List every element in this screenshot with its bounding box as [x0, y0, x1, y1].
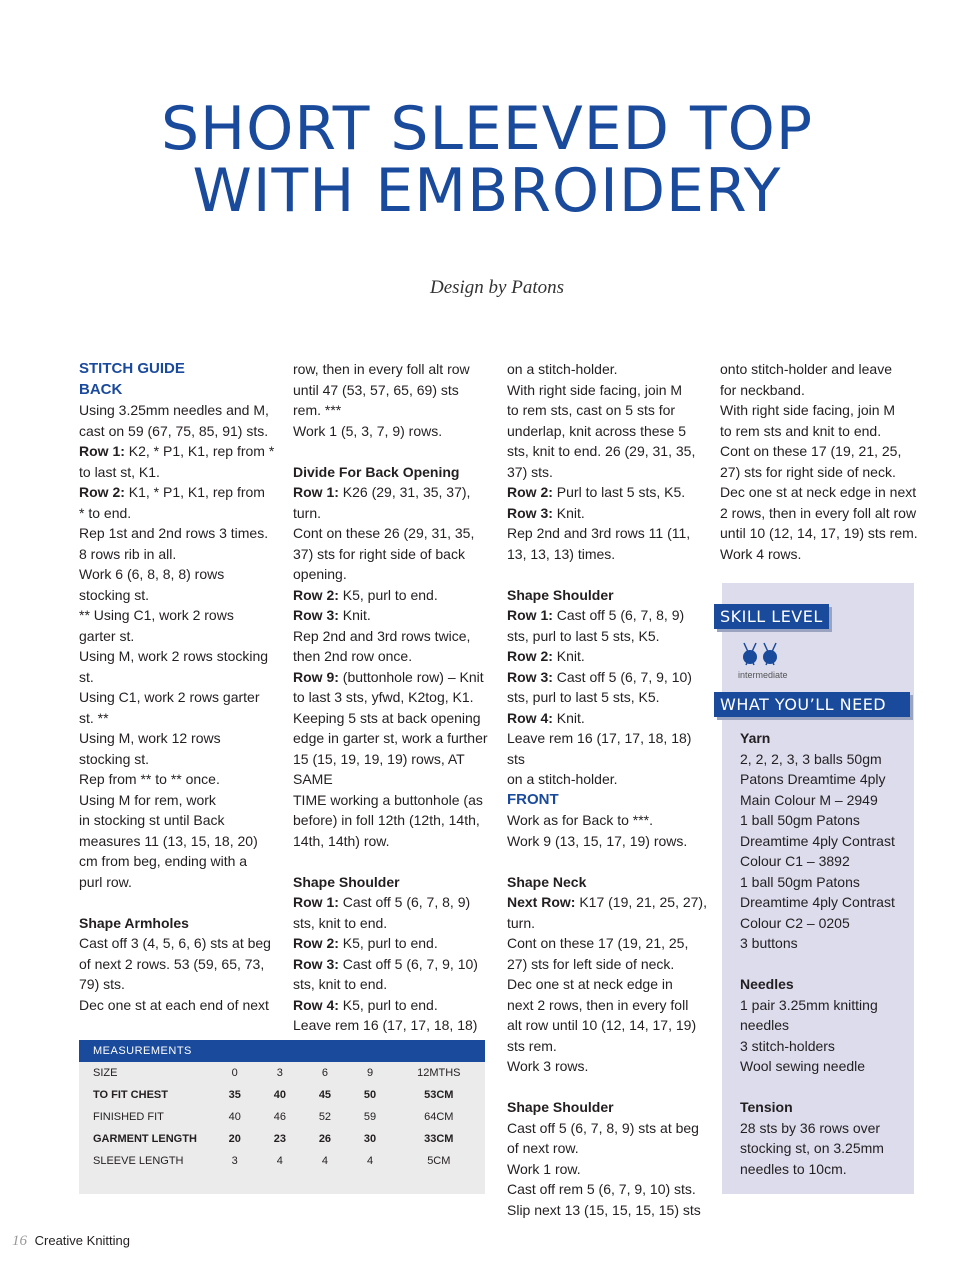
table-cell: 53CM [424, 1089, 454, 1101]
text-line: 28 sts by 36 rows over [740, 1119, 881, 1136]
text-line: Using M, work 12 rows [79, 730, 221, 746]
heading-tension: Tension [740, 1099, 793, 1115]
text-line: Row 4: K5, purl to end. [293, 996, 438, 1013]
text-line: Dec one st at each end of next [79, 996, 269, 1013]
table-cell: 30 [363, 1133, 377, 1145]
column-4 [720, 359, 920, 564]
table-cell: 4 [276, 1155, 283, 1167]
measurements-table [79, 1040, 485, 1194]
text-line: Next Row: K17 (19, 21, 25, 27), [507, 894, 707, 910]
table-cell: 33CM [424, 1133, 454, 1145]
table-cell: 26 [318, 1133, 332, 1145]
text-line: until 47 (53, 57, 65, 69) sts [293, 381, 459, 398]
table-cell: 40 [273, 1089, 286, 1101]
text-line: purl row. [79, 873, 132, 890]
table-cell: 59 [363, 1111, 377, 1123]
text-line: sts, purl to last 5 sts, K5. [507, 689, 660, 705]
text-line: turn. [507, 914, 536, 931]
text-line: Dreamtime 4ply Contrast [740, 832, 895, 849]
table-row [79, 1128, 485, 1150]
text-line: then 2nd row once. [293, 648, 413, 664]
table-row [79, 1106, 485, 1128]
text-line: With right side facing, join M [507, 381, 683, 398]
table-cell: GARMENT LENGTH [93, 1133, 197, 1145]
text-line: Rep 2nd and 3rd rows 11 (11, [507, 525, 691, 541]
text-line: Cast off 5 (6, 7, 8, 9) sts at beg [507, 1119, 699, 1136]
text-line: Work 3 rows. [507, 1058, 589, 1074]
text-line: Slip next 13 (15, 15, 15, 15) sts [507, 1201, 701, 1218]
text-line: Leave rem 16 (17, 17, 18, 18) sts [507, 730, 692, 767]
text-line: Row 4: Knit. [507, 709, 585, 726]
text-line: sts, purl to last 5 sts, K5. [507, 627, 660, 644]
table-cell: 5CM [427, 1155, 451, 1167]
text-line: in stocking st until Back [79, 812, 225, 828]
text-line: rem. *** [293, 402, 342, 418]
text-line: of next 2 rows. 53 (59, 65, 73, [79, 955, 265, 972]
text-line: With right side facing, join M [720, 402, 896, 418]
text-line: 13, 13, 13) times. [507, 545, 616, 562]
text-line: on a stitch-holder. [507, 361, 618, 377]
text-line: turn. [293, 504, 322, 521]
table-cell: 9 [366, 1067, 374, 1079]
heading-shape-armholes: Shape Armholes [79, 914, 189, 931]
page-title [0, 94, 974, 226]
text-line: 2 rows, then in every foll alt row [720, 504, 917, 521]
text-line: sts, knit to end. 26 (29, 31, 35, [507, 443, 696, 459]
heading-needles: Needles [740, 976, 794, 992]
text-line: Rep from ** to ** once. [79, 771, 220, 787]
text-line: Row 3: Knit. [507, 504, 585, 521]
table-cell: 20 [228, 1133, 241, 1145]
text-line: Work 1 row. [507, 1160, 581, 1177]
text-line: Dec one st at neck edge in [507, 976, 673, 992]
text-line: 1 ball 50gm Patons [740, 873, 860, 890]
text-line: Work as for Back to ***. [507, 812, 654, 828]
text-line: Wool sewing needle [740, 1058, 866, 1074]
heading-yarn: Yarn [740, 730, 771, 746]
table-row [79, 1084, 485, 1106]
text-line: underlap, knit across these 5 [507, 422, 686, 439]
text-line: Using 3.25mm needles and M, [79, 402, 269, 418]
text-line: Work 6 (6, 8, 8, 8) rows [79, 566, 225, 582]
text-line: Rep 1st and 2nd rows 3 times. [79, 525, 269, 541]
text-line: Row 2: Purl to last 5 sts, K5. [507, 484, 686, 500]
text-line: stocking st. [79, 750, 150, 767]
table-cell: SLEEVE LENGTH [93, 1155, 184, 1167]
table-cell: 45 [318, 1089, 332, 1101]
text-line: 27) sts for right side of neck. [720, 463, 896, 480]
text-line: st. [79, 668, 94, 685]
heading-divide-back-opening: Divide For Back Opening [293, 463, 460, 480]
table-cell: 3 [276, 1067, 283, 1079]
magazine-name: Creative Knitting [34, 1233, 131, 1248]
measurements-title: MEASUREMENTS [79, 1040, 485, 1062]
table-cell: FINISHED FIT [93, 1111, 164, 1123]
text-line: 1 pair 3.25mm knitting [740, 996, 878, 1013]
text-line: Row 9: (buttonhole row) – Knit [293, 668, 484, 685]
skill-level-value: intermediate [738, 670, 788, 680]
yarn-ball-icon [740, 641, 780, 669]
text-line: TIME working a buttonhole (as [293, 791, 483, 808]
text-line: Work 4 rows. [720, 545, 802, 562]
text-line: sts rem. [507, 1037, 557, 1054]
materials-list [740, 728, 910, 1179]
table-cell: 4 [321, 1155, 328, 1167]
heading-shape-shoulder: Shape Shoulder [293, 873, 400, 890]
text-line: Row 1: Cast off 5 (6, 7, 8, 9) [507, 607, 685, 623]
heading-shape-shoulder: Shape Shoulder [507, 586, 614, 603]
heading-back: BACK [79, 380, 123, 398]
text-line: 79) sts. [79, 976, 125, 992]
text-line: row, then in every foll alt row [293, 361, 470, 377]
text-line: until 10 (12, 14, 17, 19) sts rem. [720, 525, 918, 541]
text-line: Row 3: Cast off 5 (6, 7, 9, 10) [293, 955, 478, 972]
text-line: 1 ball 50gm Patons [740, 812, 860, 828]
table-cell: 12MTHS [417, 1067, 461, 1079]
table-cell: 50 [363, 1089, 377, 1101]
text-line: Row 1: K2, * P1, K1, rep from * [79, 443, 275, 459]
text-line: opening. [293, 566, 347, 582]
text-line: 37) sts for right side of back [293, 545, 465, 562]
text-line: cast on 59 (67, 75, 85, 91) sts. [79, 422, 269, 439]
text-line: * to end. [79, 504, 132, 521]
text-line: alt row until 10 (12, 14, 17, 19) [507, 1017, 697, 1033]
text-line: to last 3 sts, yfwd, K2tog, K1. [293, 689, 474, 705]
table-cell: TO FIT CHEST [93, 1089, 168, 1101]
text-line: st. ** [79, 709, 109, 726]
text-line: Keeping 5 sts at back opening [293, 709, 481, 726]
text-line: Row 1: Cast off 5 (6, 7, 8, 9) [293, 894, 471, 910]
text-line: Rep 2nd and 3rd rows twice, [293, 627, 471, 644]
page-number: 16 [12, 1233, 27, 1249]
skill-level-title: SKILL LEVEL [714, 604, 829, 629]
table-cell: 46 [273, 1111, 286, 1123]
text-line: Colour C1 – 3892 [740, 853, 850, 869]
text-line: Cast off 3 (4, 5, 6, 6) sts at beg [79, 935, 271, 951]
text-line: 3 stitch-holders [740, 1037, 835, 1054]
table-cell: SIZE [93, 1067, 118, 1079]
text-line: before) in foll 12th (12th, 14th, [293, 812, 480, 828]
text-line: ** Using C1, work 2 rows [79, 607, 234, 623]
title-line-2: WITH EMBROIDERY [192, 156, 782, 226]
column-1 [79, 359, 279, 1015]
text-line: onto stitch-holder and leave [720, 361, 892, 377]
title-line-1: SHORT SLEEVED TOP [160, 94, 814, 164]
table-cell: 40 [228, 1111, 241, 1123]
text-line: 2, 2, 2, 3, 3 balls 50gm [740, 750, 882, 767]
table-cell: 52 [318, 1111, 332, 1123]
text-line: Row 2: K5, purl to end. [293, 935, 438, 951]
text-line: 15 (15, 19, 19, 19) rows, AT SAME [293, 750, 465, 787]
column-2 [293, 359, 493, 1056]
what-you-need-title: WHAT YOU’LL NEED [714, 692, 910, 717]
text-line: sts, knit to end. [293, 976, 388, 992]
heading-shape-shoulder: Shape Shoulder [507, 1099, 614, 1115]
text-line: garter st. [79, 627, 135, 644]
table-row [79, 1150, 485, 1172]
text-line: 27) sts for left side of neck. [507, 955, 675, 972]
column-3 [507, 359, 707, 1220]
text-line: 37) sts. [507, 463, 553, 480]
text-line: needles [740, 1017, 790, 1033]
text-line: Patons Dreamtime 4ply [740, 771, 886, 787]
table-cell: 6 [321, 1067, 328, 1079]
text-line: Dec one st at neck edge in next [720, 484, 917, 500]
text-line: Colour C2 – 0205 [740, 914, 850, 931]
text-line: on a stitch-holder. [507, 771, 618, 787]
table-cell: 4 [366, 1155, 374, 1167]
heading-front: FRONT [507, 790, 559, 808]
text-line: Using C1, work 2 rows garter [79, 689, 260, 705]
text-line: cm from beg, ending with a [79, 853, 248, 869]
text-line: 14th, 14th) row. [293, 832, 390, 849]
heading-stitch-guide: STITCH GUIDE [79, 360, 185, 377]
text-line: Cont on these 17 (19, 21, 25, [720, 443, 902, 459]
text-line: 3 buttons [740, 935, 798, 951]
text-line: stocking st. [79, 586, 150, 603]
designer-byline: Design by Patons [429, 277, 565, 298]
text-line: sts, knit to end. [293, 914, 388, 931]
text-line: next 2 rows, then in every foll [507, 996, 689, 1013]
text-line: Cast off rem 5 (6, 7, 9, 10) sts. [507, 1181, 696, 1197]
text-line: for neckband. [720, 381, 805, 398]
text-line: Row 2: K1, * P1, K1, rep from [79, 484, 265, 500]
table-cell: 0 [231, 1067, 238, 1079]
text-line: to last st, K1. [79, 463, 160, 480]
text-line: Work 9 (13, 15, 17, 19) rows. [507, 832, 688, 849]
text-line: to rem sts, cast on 5 sts for [507, 402, 676, 418]
text-line: Leave rem 16 (17, 17, 18, 18) [293, 1017, 478, 1033]
text-line: measures 11 (13, 15, 18, 20) [79, 832, 258, 849]
text-line: Main Colour M – 2949 [740, 791, 878, 808]
text-line: Work 1 (5, 3, 7, 9) rows. [293, 422, 443, 439]
table-row [79, 1062, 485, 1084]
page-footer [12, 1233, 130, 1250]
text-line: Row 2: Knit. [507, 648, 585, 664]
text-line: Using M for rem, work [79, 791, 216, 808]
text-line: Row 3: Knit. [293, 607, 371, 623]
text-line: Cont on these 17 (19, 21, 25, [507, 935, 689, 951]
text-line: to rem sts and knit to end. [720, 422, 882, 439]
table-cell: 35 [228, 1089, 241, 1101]
text-line: Row 1: K26 (29, 31, 35, 37), [293, 484, 471, 500]
heading-shape-neck: Shape Neck [507, 873, 587, 890]
text-line: Using M, work 2 rows stocking [79, 648, 269, 664]
text-line: Row 3: Cast off 5 (6, 7, 9, 10) [507, 668, 692, 685]
text-line: Row 2: K5, purl to end. [293, 586, 438, 603]
text-line: needles to 10cm. [740, 1160, 847, 1177]
text-line: 8 rows rib in all. [79, 545, 177, 562]
table-cell: 3 [231, 1155, 238, 1167]
text-line: Dreamtime 4ply Contrast [740, 894, 895, 910]
text-line: of next row. [507, 1140, 579, 1156]
table-cell: 64CM [424, 1111, 454, 1123]
text-line: Cont on these 26 (29, 31, 35, [293, 525, 475, 541]
text-line: edge in garter st, work a further [293, 730, 488, 746]
text-line: stocking st, on 3.25mm [740, 1140, 884, 1156]
table-cell: 23 [273, 1133, 286, 1145]
